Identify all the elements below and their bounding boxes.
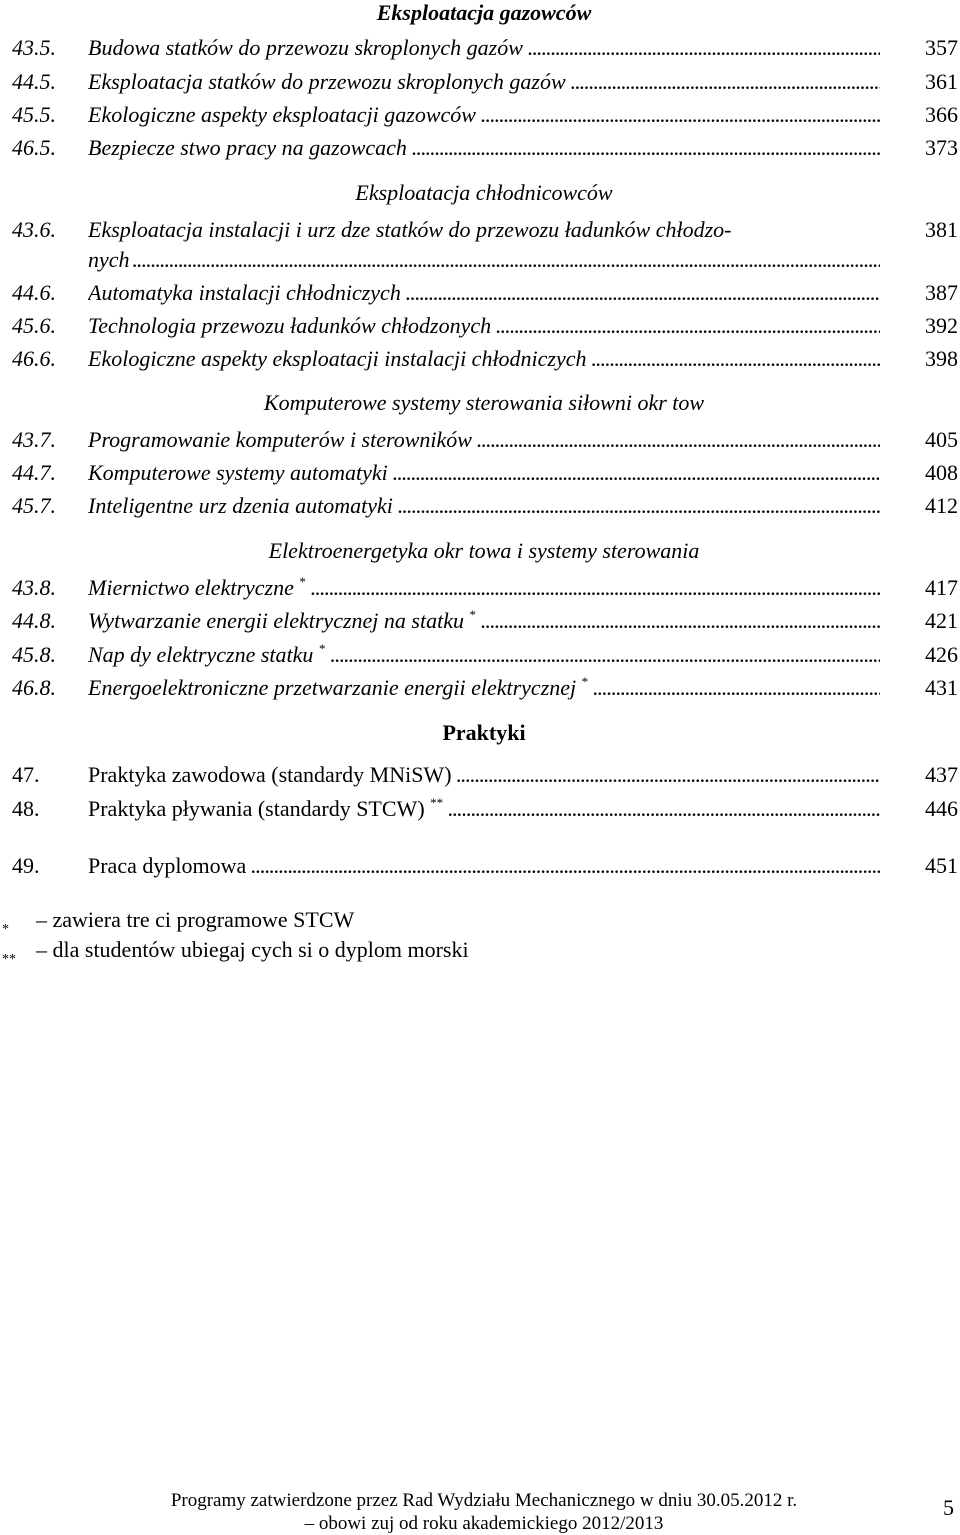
stcw-asterisk: * xyxy=(469,607,476,622)
toc-entry[interactable] xyxy=(0,425,960,455)
entry-title: Ekologiczne aspekty eksploatacji instalacji chłodniczych xyxy=(88,346,587,371)
entry-page: 446 xyxy=(925,796,958,821)
entry-title: Automatyka instalacji chłodniczych xyxy=(88,280,401,305)
toc-entry[interactable] xyxy=(0,133,960,163)
toc-entry-continuation xyxy=(0,245,960,275)
toc-entry[interactable] xyxy=(0,673,960,703)
entry-number: 43.8. xyxy=(12,575,56,600)
entry-page: 431 xyxy=(925,675,958,700)
entry-page: 392 xyxy=(925,313,958,338)
entry-number: 46.5. xyxy=(12,135,56,160)
entry-page: 387 xyxy=(925,280,958,305)
entry-page: 398 xyxy=(925,346,958,371)
footnote-text: – dla studentów ubiegaj cych si o dyplom morski xyxy=(36,937,469,962)
footer-line-2: – obowi zuj od roku akademickiego 2012/2013 xyxy=(304,1513,664,1534)
section-title-practice: Praktyki xyxy=(442,720,526,745)
toc-entry[interactable] xyxy=(0,640,960,670)
toc-entry[interactable] xyxy=(0,311,960,341)
entry-page: 405 xyxy=(925,427,958,452)
section-title-computer: Komputerowe systemy sterowania siłowni okr tow xyxy=(263,390,705,415)
entry-title: Wytwarzanie energii elektrycznej na statku xyxy=(88,608,464,633)
entry-title: Eksploatacja instalacji i urz dze statków do przewozu ładunków chłodzo- xyxy=(88,217,732,242)
entry-page: 408 xyxy=(925,460,958,485)
entry-title: Praca dyplomowa xyxy=(88,853,247,878)
toc-entry[interactable] xyxy=(0,851,960,881)
toc-entry[interactable] xyxy=(0,100,960,130)
entry-number: 46.6. xyxy=(12,346,56,371)
entry-number: 44.7. xyxy=(12,460,56,485)
footnote-mark: * xyxy=(2,922,9,937)
entry-page: 357 xyxy=(925,35,958,60)
entry-title-continuation: nych xyxy=(88,247,130,272)
entry-title: Budowa statków do przewozu skroplonych gazów xyxy=(88,35,523,60)
entry-number: 46.8. xyxy=(12,675,56,700)
entry-title: Praktyka pływania (standardy STCW) xyxy=(88,796,425,821)
stcw-asterisk: * xyxy=(581,674,589,689)
entry-number: 43.7. xyxy=(12,427,56,452)
entry-number: 45.5. xyxy=(12,102,56,127)
toc-entry[interactable] xyxy=(0,606,960,636)
toc-entry[interactable] xyxy=(0,491,960,521)
section-title-gas: Eksploatacja gazowców xyxy=(376,0,592,25)
toc-entry[interactable] xyxy=(0,458,960,488)
footnote-mark: ** xyxy=(2,952,16,967)
entry-number: 44.8. xyxy=(12,608,56,633)
stcw-asterisk: * xyxy=(299,574,306,589)
entry-page: 373 xyxy=(925,135,958,160)
entry-number: 49. xyxy=(12,853,40,878)
entry-title: Programowanie komputerów i sterowników xyxy=(88,427,472,452)
entry-page: 381 xyxy=(925,217,958,242)
entry-page: 417 xyxy=(925,575,958,600)
entry-page: 451 xyxy=(925,853,958,878)
stcw-asterisk: * xyxy=(318,641,326,656)
toc-entry[interactable] xyxy=(0,344,960,374)
entry-title: Energoelektroniczne przetwarzanie energii elektrycznej xyxy=(88,675,577,700)
toc-entry[interactable] xyxy=(0,760,960,790)
footnote-text: – zawiera tre ci programowe STCW xyxy=(36,907,355,932)
entry-page: 366 xyxy=(925,102,958,127)
entry-page: 361 xyxy=(925,69,958,94)
toc-entry[interactable] xyxy=(0,794,960,824)
toc-entry[interactable] xyxy=(0,215,960,245)
entry-number: 43.5. xyxy=(12,35,56,60)
entry-number: 45.8. xyxy=(12,642,56,667)
entry-title: Ekologiczne aspekty eksploatacji gazowców xyxy=(88,102,476,127)
entry-number: 44.6. xyxy=(12,280,56,305)
entry-title: Bezpiecze stwo pracy na gazowcach xyxy=(88,135,407,160)
footnote xyxy=(2,905,354,935)
entry-number: 43.6. xyxy=(12,217,56,242)
entry-title: Eksploatacja statków do przewozu skroplonych gazów xyxy=(88,69,566,94)
section-title-reefer: Eksploatacja chłodnicowców xyxy=(355,180,613,205)
entry-page: 426 xyxy=(925,642,958,667)
entry-title: Praktyka zawodowa (standardy MNiSW) xyxy=(88,762,452,787)
entry-number: 47. xyxy=(12,762,40,787)
footer-line-1: Programy zatwierdzone przez Rad Wydziału Mechanicznego w dniu 30.05.2012 r. xyxy=(170,1490,798,1511)
page-number: 5 xyxy=(943,1495,954,1520)
entry-number: 44.5. xyxy=(12,69,56,94)
entry-number: 45.6. xyxy=(12,313,56,338)
entry-page: 412 xyxy=(925,493,958,518)
entry-page: 421 xyxy=(925,608,958,633)
stcw-double-asterisk: ** xyxy=(430,795,444,810)
entry-title: Technologia przewozu ładunków chłodzonych xyxy=(88,313,492,338)
entry-title: Komputerowe systemy automatyki xyxy=(88,460,388,485)
toc-entry[interactable] xyxy=(0,67,960,97)
entry-title: Inteligentne urz dzenia automatyki xyxy=(88,493,393,518)
entry-title: Miernictwo elektryczne xyxy=(88,575,294,600)
section-title-electro: Elektroenergetyka okr towa i systemy sterowania xyxy=(268,538,700,563)
entry-number: 48. xyxy=(12,796,40,821)
toc-entry[interactable] xyxy=(0,33,960,63)
entry-title: Nap dy elektryczne statku xyxy=(88,642,314,667)
toc-entry[interactable] xyxy=(0,278,960,308)
entry-page: 437 xyxy=(925,762,958,787)
toc-entry[interactable] xyxy=(0,573,960,603)
footnote xyxy=(2,935,469,965)
entry-number: 45.7. xyxy=(12,493,56,518)
